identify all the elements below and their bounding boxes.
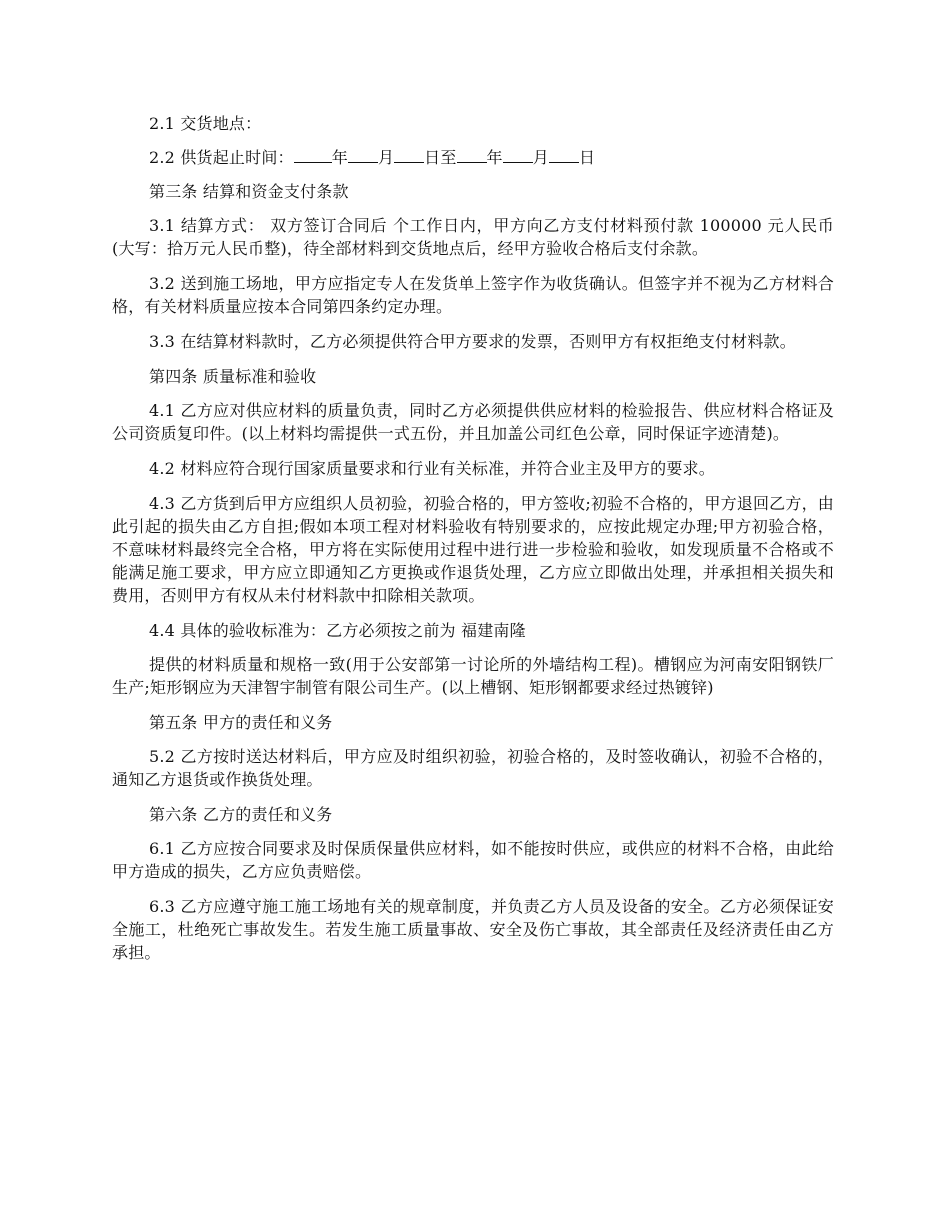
- clause-4-1: 4.1 乙方应对供应材料的质量负责，同时乙方必须提供供应材料的检验报告、供应材料合格证及公司资质复印件。(以上材料均需提供一式五份，并且加盖公司红色公章，同时保证字迹清楚)。: [112, 401, 834, 443]
- clause-2-2-prefix: 2.2 供货起止时间：: [149, 148, 294, 167]
- clause-4-4: 4.4 具体的验收标准为：乙方必须按之前为 福建南隆: [149, 621, 526, 640]
- clause-3-1: 3.1 结算方式： 双方签订合同后 个工作日内，甲方向乙方支付材料预付款 100000 元人民币(大写：拾万元人民币整)，待全部材料到交货地点后，经甲方验收合格后支付余款。: [112, 216, 834, 258]
- clause-4-3: 4.3 乙方货到后甲方应组织人员初验，初验合格的，甲方签收;初验不合格的，甲方退回乙方，由此引起的损失由乙方自担;假如本项工程对材料验收有特别要求的，应按此规定办理;甲方初验合格，不意味材料最终完全合格，甲方将在实际使用过程中进行进一步检验和验收，如发现质量不合格或不能满足施工要求，甲方应立即通知乙方更换或作退货处理，乙方应立即做出处理，并承担相关损失和费用，否则甲方有权从未付材料款中扣除相关款项。: [112, 494, 834, 605]
- heading-article-5: 第五条 甲方的责任和义务: [149, 713, 333, 732]
- clause-2-2: [112, 146, 834, 169]
- blank-end-day: [549, 146, 579, 163]
- clause-3-2: 3.2 送到施工场地，甲方应指定专人在发货单上签字作为收货确认。但签字并不视为乙方材料合格，有关材料质量应按本合同第四条约定办理。: [112, 274, 834, 316]
- heading-article-3: 第三条 结算和资金支付条款: [149, 182, 349, 201]
- clause-6-1: 6.1 乙方应按合同要求及时保质保量供应材料，如不能按时供应，或供应的材料不合格，由此给甲方造成的损失，乙方应负责赔偿。: [112, 839, 834, 881]
- clause-6-3: 6.3 乙方应遵守施工施工场地有关的规章制度，并负责乙方人员及设备的安全。乙方必须保证安全施工，杜绝死亡事故发生。若发生施工质量事故、安全及伤亡事故，其全部责任及经济责任由乙方承担。: [112, 897, 834, 962]
- clause-4-4-continued: 提供的材料质量和规格一致(用于公安部第一讨论所的外墙结构工程)。槽钢应为河南安阳钢铁厂生产;矩形钢应为天津智宇制管有限公司生产。(以上槽钢、矩形钢都要求经过热镀锌): [112, 655, 834, 697]
- blank-end-month: [503, 146, 533, 163]
- label-year-end: 年: [486, 148, 503, 167]
- heading-article-6: 第六条 乙方的责任和义务: [149, 805, 333, 824]
- label-day-to: 日至: [424, 148, 457, 167]
- label-month-start: 月: [377, 148, 395, 167]
- label-year-start: 年: [331, 148, 348, 167]
- label-month-end: 月: [532, 148, 549, 167]
- clause-3-3: 3.3 在结算材料款时，乙方必须提供符合甲方要求的发票，否则甲方有权拒绝支付材料款。: [149, 332, 796, 351]
- clause-2-1: 2.1 交货地点：: [149, 114, 262, 133]
- blank-start-month: [348, 146, 378, 163]
- clause-5-2: 5.2 乙方按时送达材料后，甲方应及时组织初验，初验合格的，及时签收确认，初验不合格的，通知乙方退货或作换货处理。: [112, 747, 834, 789]
- blank-start-year: [294, 146, 332, 163]
- blank-start-day: [394, 146, 424, 163]
- clause-4-2: 4.2 材料应符合现行国家质量要求和行业有关标准，并符合业主及甲方的要求。: [149, 459, 715, 478]
- label-day-end: 日: [578, 148, 596, 167]
- heading-article-4: 第四条 质量标准和验收: [149, 367, 317, 386]
- document-body: [112, 112, 834, 976]
- blank-end-year: [457, 146, 487, 163]
